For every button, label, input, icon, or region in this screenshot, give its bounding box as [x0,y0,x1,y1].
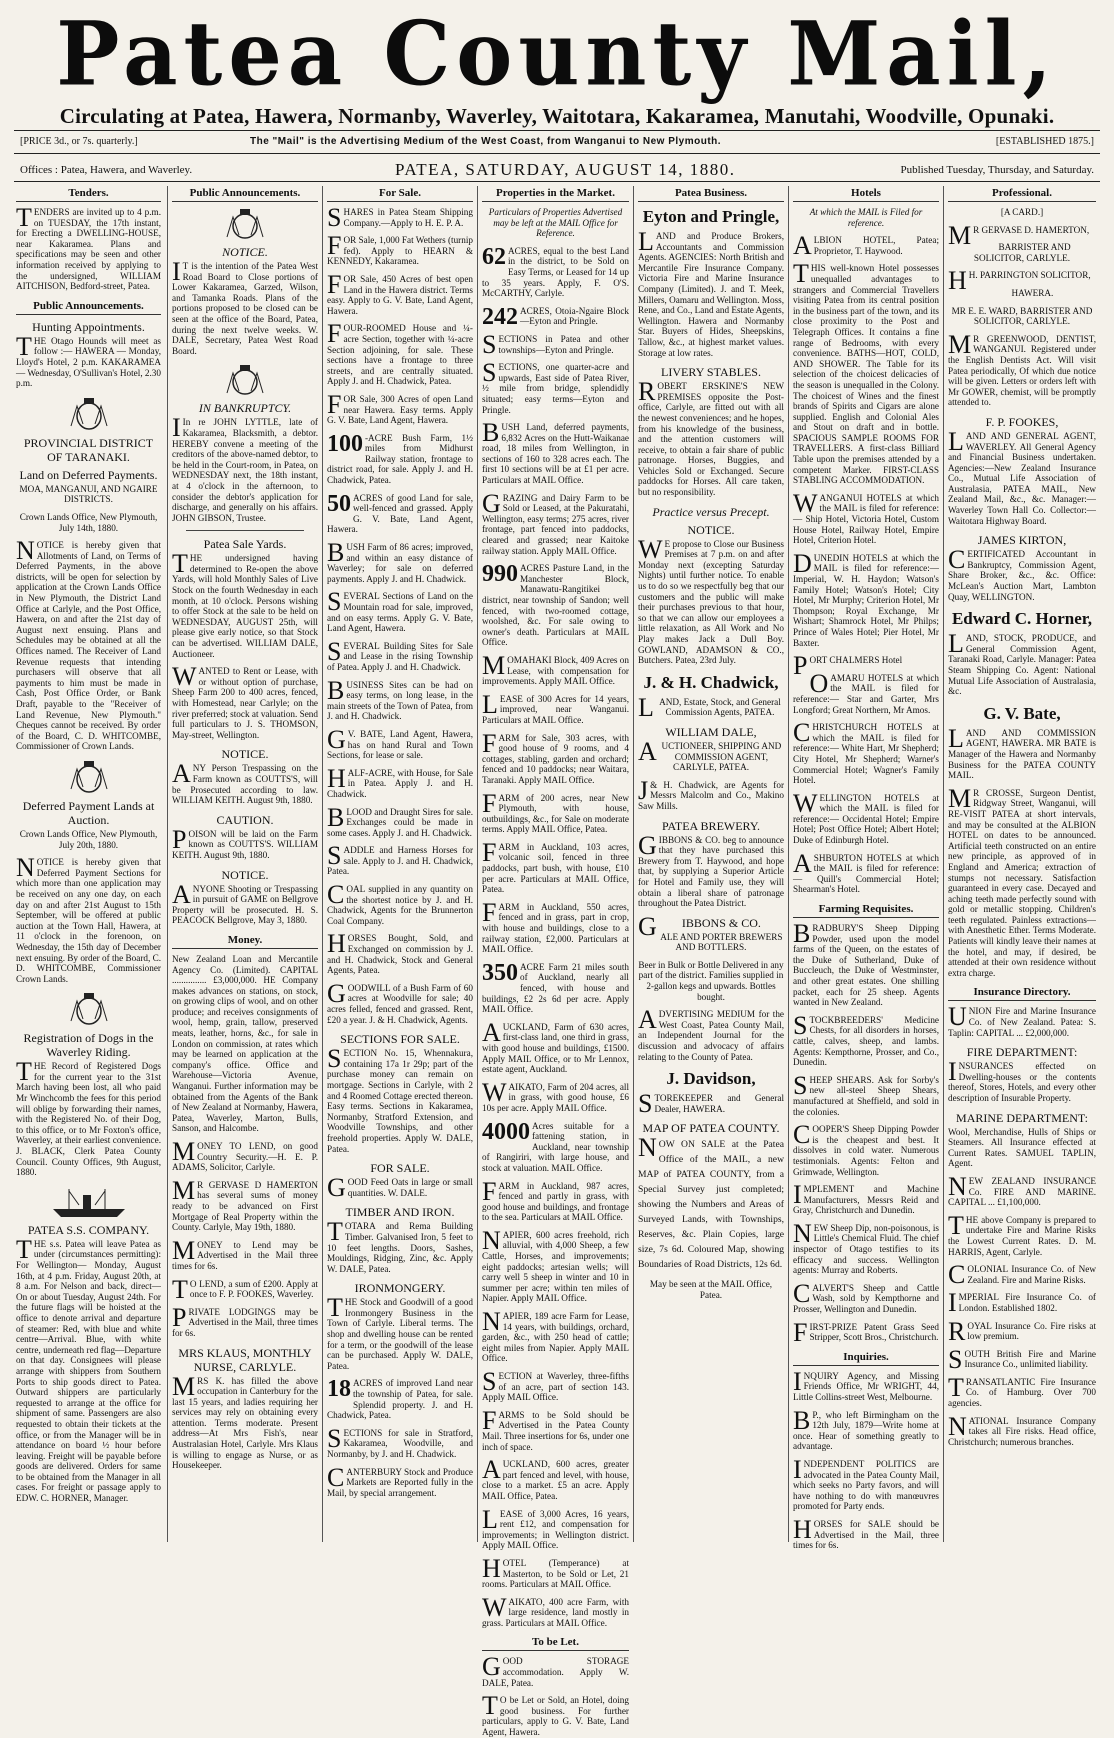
ad-lend-2: T O LEND, a sum of £200. Apply at once to F. P. FOOKES, Waverley. [172,1274,318,1304]
royal-crest-icon [65,759,113,795]
ad-notice-auction: NOTICE is hereby given that Deferred Payment Sections for which more than one application may be received on any one day, on each day on and after 21st August to 15th September, will be offered at public auction at the Town Hall, Hawera, at 11 o'clock in the forenoon, on Wednesday, the 15th day of December next ensuing. By order of the Board, C. D. WHITCOMBE, Commissioner Crown Lands. [16,853,161,984]
price-bar [20,136,1094,150]
ad-butchers: W E propose to Close our Business Premises at 7 p.m. on and after Monday next (excepting Saturday Nights) until further notice. To enable us to do so we respectfully beg that our customers and the public will make their purchases previous to that hour, so that we can allow our employees a little relaxation, as All Work and No Play makes Jack a Dull Boy. GOWLAND, ADAMSON & CO., Butchers. Patea, 23rd July. [638,534,784,666]
ad-sale-4: FOUR-ROOMED House and ¼-acre Section, together with ¼-acre Section adjoining, for sale. These sections have a frontage to three streets, and are centrally situated. Apply J. and H. Chadwick, Patea. [327,319,473,387]
heading-insurance: Insurance Directory. [948,985,1096,1001]
royal-crest-icon [221,207,269,241]
dateline: PATEA, SATURDAY, AUGUST 14, 1880. [395,160,736,179]
ad-sale-15: SADDLE and Harness Horses for sale. Apply to J. and H. Chadwick, Patea. [327,841,473,877]
property-12: FARM in Auckland, 103 acres, volcanic soil, fenced in three paddocks, part bush, with house, £10 per acre. Particulars at MAIL Office, Patea. [482,837,629,895]
heading-patea-business: Patea Business. [638,186,784,202]
ad-sections: SECTION No. 15, Whennakura, containing 17a 1r 29p; part of the purchase money can remain on mortgage. Sections in Carlyle, with 2 and 4 Roomed Cottage erected thereon. Easy terms. Sections in Kakaramea, Normanby, Stratford Extension, and Woodville Townships, and other freehold properties. Apply W. DALE, Patea. [327,1044,473,1154]
ad-horses: HORSES for SALE should be Advertised in the Mail, three times for 6s. [793,1514,939,1551]
ad-otago: THE Otago Hounds will meet as follow :— HAWERA — Monday, Lloyd's Hotel, 2 p.m. KAKARAMEA — Wednesday, O'Sullivan's Hotel, 2.30 p.m. [16,331,161,389]
klaus-title: MRS KLAUS, MONTHLY NURSE, CARLYLE. [178,1345,312,1374]
steamship-icon [49,1185,129,1219]
ad-calvert: CALVERT'S Sheep and Cattle Wash, sold by Kempthorne and Prosser, Wellington and Dunedin. [793,1278,939,1315]
ad-jh-chadwick: J & H. Chadwick, are Agents for Messrs Malcolm and Co., Makino Saw Mills. [638,775,784,811]
ad-shears: SHEEP SHEARS. Ask for Sorby's new all-steel Sheep Shears, manufactured at Sheffield, and sold in the colonies. [793,1070,939,1117]
ad-caution: POISON will be laid on the Farm known as COUTTS'S. WILLIAM KEITH. August 9th, 1880. [172,824,318,860]
fire-title: FIRE DEPARTMENT: [966,1045,1078,1060]
royal-crest-icon [65,991,113,1027]
ad-klaus: MRS K. has filled the above occupation in Canterbury for the last 15 years, and ladies requiring her services may rely on obtaining every attention. Terms moderate. Present address—At Mrs Fish's, near Australasian Hotel, Carlyle. Mrs Klaus is willing to engage as Nurse, or as Housekeeper. [172,1371,318,1471]
chadwick-title: J. & H. Chadwick, [643,672,779,692]
ad-ashburton: ASHBURTON HOTELS at which the MAIL is filed for reference:— Quill's Commercial Hotel; Shearman's Hotel. [793,848,939,895]
map-title: MAP OF PATEA COUNTY. [642,1121,780,1136]
column-divider [477,186,478,1542]
drop-cap: T [16,203,32,232]
forsale-title: FOR SALE. [370,1161,430,1176]
ad-map: NOW ON SALE at the Patea Office of the MAIL, a new MAP of PATEA COUNTY, from a Special Survey just completed; showing the Numbers and Areas of Surveyed Lands, with Townships, Reserves, &c. Plain Copies, large size, 7s 6d. Coloured Map, showing Boundaries of Road Districts, 12s 6d. [638,1133,784,1271]
ad-ironmongery: THE Stock and Goodwill of a good Ironmongery Business in the Town of Carlyle. Liberal terms. The shop and dwelling house can be rented for a term, or the goodwill of the lease can be purchased. Apply W. DALE, Patea. [327,1293,473,1371]
property-8: MOMAHAKI Block, 409 Acres on Lease, with compensation for improvements. Apply MAIL Office. [482,650,629,687]
royal-crest-icon [221,363,269,397]
land-title: Land on Deferred Payments. [19,467,158,482]
ad-implement: IMPLEMENT and Machine Manufacturers, Messrs Reid and Gray, Christchurch and Dunedin. [793,1180,939,1216]
property-24: LEASE of 3,000 Acres, 16 years, rent £12, and compensation for improvements; in Wellington district. Apply MAIL Office. [482,1504,629,1551]
brewery-title: PATEA BREWERY. [661,818,761,833]
dogs-title: Registration of Dogs in the Waverley Riding. [23,1031,154,1060]
rule-bottom [14,181,1100,182]
ad-private-lodgings: PRIVATE LODGINGS may be Advertised in the Mail, three times for 6s. [172,1302,318,1338]
ad-sale-11: BUSINESS Sites can be had on easy terms, on long lease, in the main streets of the Town of Patea, from J. and H. Chadwick. [327,675,473,722]
ad-christchurch: CHRISTCHURCH HOTELS at which the MAIL is filed for reference:— White Hart, Mr Shepherd; City Hotel, Mr Shepherd; Warner's Commercial Hotel; Wagner's Family Hotel. [793,718,939,786]
property-13: FARM in Auckland, 550 acres, fenced and in grass, part in crop, with house and buildings, close to a railway station, £2,000. Particulars at MAIL Office. [482,897,629,955]
ad-gibbons: GIBBONS & CO. beg to announce that they have purchased this Brewery from T. Haywood, and hope that, by supplying a Superior Article for Hotel and Family use, they will obtain a liberal share of patronage throughout the Patea District. [638,830,784,909]
livery-title: LIVERY STABLES. [661,365,761,380]
ad-sale-21: CANTERBURY Stock and Produce Markets are Reported fully in the Mail, by special arrangement. [327,1462,473,1498]
card-label: [A CARD.] [1000,207,1044,217]
property-3: SECTIONS in Patea and other townships—Eyton and Pringle. [482,329,629,359]
columns [16,186,1098,1738]
ad-sale-20: SECTIONS for sale in Stratford, Kakaramea, Woodville, and Normanby, by J. and H. Chadwick. [327,1423,473,1459]
heading-public-2: Public Announcements. [172,186,318,202]
ad-bradbury: BRADBURY'S Sheep Dipping Powder, used upon the model farms of the Queen, on the estates of the Duke of Sutherland, Duke of Buccleuch, the Duke of Westminster, and other great estates. One shilling packet, each for 25 sheep. Agents wanted in New Zealand. [793,919,939,1008]
ad-dogs: THE Record of Registered Dogs for the current year to the 31st March having been lost, all who paid Mr Winchcomb the fees for this period will oblige by forwarding their names, with the Registered No. of their Dog, to this office, or to Mr Foxton's office, Waverley, at their earliest convenience. J. BLACK, Clerk Patea County Council. County Offices, 9th August, 1880. [16,1057,161,1178]
ad-notice-deferred: NOTICE is hereby given that Allotments of Land, on Terms of Deferred Payments, in the above districts, will be open for selection by application at the Crown Lands Office in New Plymouth, the District Land Office at Carlyle, and the Post Office, Hawera, on and after the 21st day of August next ensuing. Plans and Schedules may be obtained at all the Offices named. The Receiver of Land Revenue requests that intending purchasers will observe that all payments to him must be made in Cash, Post Office Order, or Bank Draft, payable to the "Receiver of Land Revenue, New Plymouth." Cheques cannot be received. By order of the Board, C. D. WHITCOMBE, Commissioner of Crown Lands. [16,536,161,752]
ad-eyton: LAND and Produce Brokers, Accountants and Commission Agents. AGENCIES: North British and Mercantile Fire Insurance Company. Victoria Fire and Marine Insurance Company (Limited). J. and T. Meek, Millers, Oamaru and Wellington. Moss, Rene, and Co., Land and Estate Agents, Wellington. Hawera and Normanby Star. Buyers of Hides, Sheepskins, Tallow, &c., at highest market values. Storage at low rates. [638,227,784,358]
heading-for-sale: For Sale. [327,186,473,202]
ad-nzic: NEW ZEALAND INSURANCE Co. FIRE AND MARINE. CAPITAL ... £1,100,000. [948,1171,1096,1208]
ad-shooting: ANYONE Shooting or Trespassing in pursuit of GAME on Bellgrove Property will be prosecuted. H. S. PEACOCK Bellgrove, May 3, 1880. [172,879,318,926]
ad-lend-1: MONEY to Lend may be Advertised in the Mail three times for 6s. [172,1235,318,1271]
ad-sale-yards: THE undersigned having determined to Re-open the above Yards, will hold Monthly Sales of Live Stock on the fourth Wednesday in each month, at 10 o'clock. Persons wishing to offer Stock at the sale to be held on WEDNESDAY, AUGUST 25th, will please give early notice, so that Stock can be advertised. WILLIAM DALE, Auctioneer. [172,549,318,659]
ad-sale-14: BLOOD and Draught Sires for sale. Exchanges could be made in some cases. Apply J. and H. Chadwick. [327,802,473,838]
column-1 [16,186,161,1542]
property-10: FARM for Sale, 303 acres, with good house of 9 rooms, and 4 cottages, stabling, garden and orchard; fenced and 10 paddocks; near Waitara, Taranaki. Apply MAIL Office. [482,728,629,785]
deferred-title: Deferred Payment Lands at Auction. [22,798,155,827]
practice-title: Practice versus Precept. [652,504,770,519]
ad-sale-12: G V. BATE, Land Agent, Hawera, has on hand Rural and Town Sections, for lease or sale. [327,724,473,761]
property-26: WAIKATO, 400 acre Farm, with large residence, land mostly in grass. Particulars at MAIL Office. [482,1592,629,1628]
price-text: [PRICE 3d., or 7s. quarterly.] [20,136,138,147]
ad-cooper: COOPER'S Sheep Dipping Powder is the cheapest and best. It dissolves in cold water. Numerous testimonials. Agents: Felton and Grimwade, Wellington. [793,1120,939,1177]
ad-tenders: TENDERS are invited up to 4 p.m. on TUESDAY, the 17th instant, for Erecting a DWELLING-HOUSE, near Kakaramea. Plans and specifications may be seen and other information received by applying to the undersigned, WILLIAM AITCHISON, Bedford-street, Patea. [16,203,161,292]
heading-hotels: Hotels [793,186,939,202]
property-14: 350 ACRE Farm 21 miles south of Auckland, nearly all fenced, with house and buildings, £2 2s 6d per acre. Apply MAIL Office. [482,959,629,1015]
established: [ESTABLISHED 1875.] [995,136,1094,147]
rule-top [14,130,1100,131]
published-days: Published Tuesday, Thursday, and Saturday. [900,164,1094,176]
notice2-title: NOTICE. [221,747,269,762]
ad-let-1: GOOD STORAGE accommodation. Apply W. DALE, Patea. [482,1652,629,1688]
ad-dunedin: DUNEDIN HOTELS at which the MAIL is filed for reference:— Imperial, W. H. Haydon; Watson's Family Hotel; Watson's Hotel; City Hotel, Mr Murphy; Criterion Hotel, Mr Thompson; Royal Exchange, Mr Wishart; Shamrock Hotel, Mr Philps; Prince of Wales Hotel; Pier Hotel, Mr Baxter. [793,548,939,648]
heading-tenders: Tenders. [16,186,161,202]
property-16: WAIKATO, Farm of 204 acres, all in grass, with good house, £6 10s per acre. Apply MAIL Office. [482,1077,629,1113]
ad-let-2: T O be Let or Sold, an Hotel, doing good business. For further particulars, apply to G. V. Bate, Land Agent, Hawera. [482,1691,629,1738]
ad-bp: B P., who left Birmingham on the 12th July, 1879—Write home at once. Hear of something greatly to advantage. [793,1405,939,1452]
ad-national: NATIONAL Insurance Company takes all Fire risks. Head office, Christchurch; numerous branches. [948,1411,1096,1447]
ad-union: UNION Fire and Marine Insurance Co. of New Zealand. Patea: S. Taplin: CAPITAL ... £2,000,000. [948,1002,1096,1038]
ad-dale: AUCTIONEER, SHIPPING AND COMMISSION AGENT, CARLYLE, PATEA. [638,736,782,773]
property-7: 990 ACRES Pasture Land, in the Manchester Block, Manawatu-Rangitikei district, near township of Sandon; well fenced, with two-roomed cottage, woolshed, &c. For sale owing to owner's death. Particulars at MAIL Office. [482,561,629,648]
eyton-title: Eyton and Pringle, [642,207,780,226]
ad-greenwood: M R GREENWOOD, DENTIST, WANGANUI. Registered under the English Dentists Act. Will visit Patea periodically, Of which due notice will be given. Letters or orders left with Mr GOWER, chemist, will be promptly attended to. [948,329,1096,408]
circulation-line: Circulating at Patea, Hawera, Normanby, Waverley, Waitotara, Kakaramea, Manutahi, Woodville, Opunaki. [59,104,1055,128]
notice3-title: NOTICE. [221,867,269,882]
ad-hamerton: M R GERVASE D HAMERTON has several sums of money ready to be advanced on First Mortgage of Real Property within the County. Carlyle, May 19th, 1880. [172,1175,318,1233]
ad-imperial: IMPERIAL Fire Insurance Co. of London. Established 1802. [948,1288,1096,1318]
ad-hamerton-name: M R GERVASE D. HAMERTON, [948,220,1090,250]
map-footer: May be seen at the MAIL Office, Patea. [649,1279,773,1300]
marine-title: MARINE DEPARTMENT: [956,1110,1088,1125]
property-4: SECTIONS, one quarter-acre and upwards, East side of Patea River, ½ mile from bridge, splendidly situated; easy terms—Eyton and Pringle. [482,358,629,415]
ad-south-british: SOUTH British Fire and Marine Insurance Co., unlimited liability. [948,1344,1096,1374]
column-divider [167,186,168,1542]
column-3 [327,186,473,1542]
ad-sale-16: COAL supplied in any quantity on the shortest notice by J. and H. Chadwick, Agents for the Brunnerton Coal Company. [327,880,473,926]
kirton-title: JAMES KIRTON, [977,533,1067,548]
iron-title: IRONMONGERY. [354,1281,446,1296]
property-15: AUCKLAND, Farm of 630 acres, first-class land, one third in grass, with good house and buildings, £1500. Apply MAIL Office, or to Mr Lennox, estate agent, Auckland. [482,1017,629,1075]
newspaper-title: Patea County Mail, [56,1,1058,106]
bate-title: G. V. Bate, [983,703,1061,723]
ad-trespass: ANY Person Trespassing on the Farm known as COUTTS'S, will be Prosecuted according to law. WILLIAM KEITH. August 9th, 1880. [172,759,318,806]
separator [186,530,304,531]
ad-parrington-place: HAWERA. [1011,287,1054,298]
masthead [0,1,1114,106]
heading-farming: Farming Requisites. [793,902,939,918]
yards-title: Patea Sale Yards. [203,537,287,552]
ad-parrington: H H. PARRINGTON SOLICITOR, [948,266,1091,296]
ad-money-lend: MONEY TO LEND, on good Country Security.—H. E. P. ADAMS, Solicitor, Carlyle. [172,1137,318,1173]
ad-sale-2: FOR Sale, 1,000 Fat Wethers (turnip fed). Apply to HEARN & KENNEDY, Kakaramea. [327,231,473,267]
ad-first-prize: FIRST-PRIZE Patent Grass Seed Stripper, Scott Bros., Christchurch. [793,1317,939,1347]
ad-colonial: COLONIAL Insurance Co. of New Zealand. Fire and Marine Risks. [948,1260,1096,1290]
fookes-title: F. P. FOOKES, [985,414,1059,429]
ad-kirton: CERTIFICATED Accountant in Bankruptcy, Commission Agent, Share Broker, &c., &c. Office: McLean's Auction Mart, Lambton Quay, WELLINGTON. [948,545,1096,602]
ad-ward: MR E. E. WARD, BARRISTER AND SOLICITOR, CARLYLE. [951,305,1093,327]
ad-crosse: M R CROSSE, Surgeon Dentist, Ridgway Street, Wanganui, will RE-VISIT PATEA at short intervals, and may be consulted at the ALBION HOTEL on dates to be announced. Artificial teeth constructed on an entire new principle, as approved of in England and America; extraction of stumps not necessary. Satisfaction guaranteed in every case. Decayed and aching teeth made perfectly sound with gold or metallic stopping. Children's teeth regulated. Painless extractions—with Anesthetic Ether. Terms Moderate. Patients will kindly leave their names at the hotel, and may, if desired, be attended at their own residence without extra charge. [948,783,1096,978]
ad-oamaru: OAMARU HOTELS at which the MAIL is filed for reference:— Star and Garter, Mrs Longford; Great Northern, Mr Amos. [793,668,939,715]
dateline-bar [20,160,1094,178]
ad-timber: TOTARA and Rema Building Timber. Galvanised Iron, 5 feet to 10 feet lengths. Doors, Sashes, Mouldings, Ridging, Zinc, &c. Apply W. DALE, Patea. [327,1217,473,1274]
hunting-title: Hunting Appointments. [32,319,145,334]
heading-professional: Professional. [948,186,1096,202]
ad-stockbreeders: STOCKBREEDERS' Medicine Chests, for all disorders in horses, cattle, calves, sheep, and lambs. Agents: Kempthorne, Prosser, and Co., Dunedin. [793,1010,939,1068]
column-divider [788,186,789,1542]
ad-sale-17: HORSES Bought, Sold, and Exchanged on commission by J. and H. Chadwick, Stock and General Agents, Patea. [327,929,473,976]
ad-fookes: LAND AND GENERAL AGENT, WAVERLEY. All General Agency and Financial Business undertaken. Agencies:—New Zealand Insurance Co., Mutual Life Association of Australasia, PATEA MAIL, New Zealand Mail, &c., &c. Manager:—Waverley Town Hall Co. Collector:—Waitotara Highway Board. [948,426,1096,526]
column-2 [172,186,318,1542]
rule-mid [14,153,1100,154]
sections-title: SECTIONS FOR SALE. [340,1032,460,1047]
property-6: GRAZING and Dairy Farm to be Sold or Leased, at the Pakuratahi, Wellington, easy terms; 275 acres, river frontage, part fenced into paddocks, cleared and grassed; near Kaitoke railway station. Apply MAIL Office. [482,488,629,556]
ad-transatlantic: TRANSATLANTIC Fire Insurance Co. of Hamburg. Over 700 agencies. [948,1372,1096,1409]
ad-sale-9: SEVERAL Sections of Land on the Mountain road for sale, improved, and on easy terms. Apply G. V. Bate, Land Agent, Hawera. [327,587,473,634]
ad-sale-19: 18 ACRES of improved Land near the township of Patea, for sale. Splendid property. J. and H. Chadwick, Patea. [327,1376,473,1421]
property-20: NAPIER, 189 acre Farm for Lease, 14 years, with buildings, orchard, garden, &c., with 250 head of cattle; eight miles from Napier. Apply MAIL Office. [482,1307,629,1364]
property-21: SECTION at Waverley, three-fifths of an acre, part of section 143. Apply MAIL Office. [482,1367,629,1403]
ad-nzic-text: THE above Company is prepared to undertake Fire and Marine Risks the Lowest Current Rates. D. M. HARRIS, Agent, Carlyle. [948,1210,1096,1257]
column-7 [948,186,1096,1542]
heading-to-let: To be Let. [482,1635,629,1651]
prov-title: PROVINCIAL DISTRICT OF TARANAKI. [23,435,154,464]
ad-sale-5: FOR Sale, 300 Acres of open Land near Hawera. Easy terms. Apply G. V. Bate, Land Agent, Hawera. [327,389,473,426]
ad-sale-18: GOODWILL of a Bush Farm of 60 acres at Woodville for sale; 40 acres felled, fenced and grassed. Rent, £20 a year. J. & H. Chadwick, Agents. [327,978,473,1025]
heading-inquiries: Inquiries. [793,1350,939,1366]
property-19: NAPIER, 600 acres freehold, rich alluvial, with 4,000 Sheep, a few Cattle, Horses, and improvements; eight paddocks; artesian wells; will carry well 5 sheep in winter and 10 in summer per acre; within ten miles of Napier. Apply MAIL Office. [482,1225,629,1304]
property-23: AUCKLAND, 600 acres, greater part fenced and level, with house, close to a market. £5 an acre. Apply MAIL Office, Patea. [482,1455,629,1501]
royal-crest-icon [65,396,113,432]
ss-title: PATEA S.S. COMPANY. [27,1222,150,1237]
ad-chadwick: LAND, Estate, Stock, and General Commission Agents, PATEA. [638,692,781,722]
ad-livery: ROBERT ERSKINE'S NEW PREMISES opposite the Post-office, Carlyle, are fitted out with all the newest conveniences; and he hopes, from his knowledge of the business, and the attention customers will receive, to obtain a fair share of public patronage. Horses, Buggies, and Vehicles Sold or Exchanged. Secure paddocks for Horses. All care taken, but no responsibility. [638,377,784,498]
ad-sheep-dip: NEW Sheep Dip, non-poisonous, is Little's Chemical Fluid. The chief inspector of Otago testifies to its efficacy and success. Wellington agents: Murray and Roberts. [793,1218,939,1276]
properties-intro: Particulars of Properties Advertised may be left at the MAIL Office for Reference. [488,207,623,239]
column-divider [633,186,634,1542]
ad-wanted: WANTED to Rent or Lease, with or without option of purchase, Sheep Farm 200 to 400 acres, fenced, with Homestead, near Carlyle; on the river preferred; stock at valuation. Send full particulars to J. S. THOMSON, May-street, Wellington. [172,662,318,740]
timber-title: TIMBER AND IRON. [345,1205,455,1220]
ad-bankruptcy: I In re JOHN LYTTLE, late of Kakaramea, Blacksmith, a debtor. HEREBY convene a meeting of the creditors of the above-named debtor, to be held in the Court-room, in Patea, on WEDNESDAY next, the 18th instant, at 4 o'clock in the afternoon, to consider the debtor's application for discharge, and generally on his affairs. JOHN GIBSON, Trustee. [172,413,318,523]
ad-albion: ALBION HOTEL, Patea; Proprietor, T. Haywood. [793,231,939,261]
ad-bate: LAND AND COMMISSION AGENT, HAWERA. MR BATE is Manager of the Hawera and Normanby Business for the PATEA COUNTY MAIL. [948,723,1096,781]
ad-road-board: I T is the intention of the Patea West Road Board to Close portions of Lower Kakaramea, Garzed, Wilson, and Tamanka Roads. Plans of the portions proposed to be closed can be seen at the office of the Board, Patea, during the next twelve weeks. W. DALE, Secretary, Patea West Road Board. [172,257,318,356]
heading-money: Money. [172,933,318,949]
ad-nz-loan: New Zealand Loan and Mercantile Agency Co. (Limited). CAPITAL ............... £3,000,000. HE Company makes advances on stations, on stock, on growing clips of wool, and on other produce; and receives consignments of wool, hemp, grain, tallow, preserved meats, leather, horns, &c., for sale in London on commission, at rates which may be learned on application at the company's office. Office and Warehouse—Victoria Avenue, Wanganui. Further information may be obtained from the Agents of the Bank of New Zealand at Normanby, Hawera, Patea, Waverley, Marton, Bulls, Sanson, and Halcombe. [172,953,318,1134]
moa-districts: MOA, MANGANUI, AND NGAIRE DISTRICTS. [19,483,158,505]
ad-inquiry: INQUIRY Agency, and Missing Friends Office, Mr WRIGHT, 44, Little Collins-street West, Melbourne. [793,1366,939,1402]
ad-sale-10: SEVERAL Building Sites for Sale and Lease in the rising Township of Patea. Apply J. and H. Chadwick. [327,636,473,672]
dale-title: WILLIAM DALE, [665,724,757,739]
ad-horner: LAND, STOCK, PRODUCE, and General Commission Agent, Taranaki Road, Carlyle. Manager: Patea Steam Shipping Co. Agent: National Mutual Life Association of Australasia, &c. [948,629,1096,697]
bankruptcy-title: IN BANKRUPTCY. [198,401,292,416]
horner-title: Edward C. Horner, [951,609,1093,629]
property-1: 62 ACRES, equal to the best Land in the district, to be Sold on Easy Terms, or Leased for 14 up to 35 years. Apply, F. O'S. McCARTHY, Carlyle. [482,243,629,299]
ad-ss-company: THE s.s. Patea will leave Patea as under (circumstances permitting): For Wellington— Monday, August 16th, at 4 p.m. Friday, August 20th, at 8 a.m. For Nelson and back, direct— On or about Tuesday, August 24th. For the future flags will be hoisted at the office to denote arrival and departure of steamer: Red, with blue and white centre—Arrival. Blue, with white centre, underneath red flag—Departure on that day. Consignees will please arrange with shippers from Southern Ports to ship goods direct to Patea. Outward shippers are particularly requested to arrange at the office for shipment of same. Passengers are also requested to obtain their tickets at the office, or from the Manager will be in attendance on board ½ hour before leaving. Freight will be payable before goods are delivered. Orders for same to be obtained from the Manager in all cases. For freight or passage apply to EDW. C. HORNER, Manager. [16,1234,161,1504]
property-25: HOTEL (Temperance) at Masterton, to be Sold or Let, 21 rooms. Particulars at MAIL Office. [482,1553,629,1590]
ad-sale-13: HALF-ACRE, with House, for Sale in Patea. Apply J. and H. Chadwick. [327,763,473,799]
property-5: BUSH Land, deferred payments, 6,832 Acres on the Hutt-Waikanae road, 18 miles from Wellington, in sections of 160 to 328 acres each. The first 10 sections will be at £1 per acre. Particulars at MAIL Office. [482,418,629,486]
notice-title: NOTICE. [222,245,268,259]
property-22: FARMS to be Sold should be Advertised in the Patea County Mail. Three insertions for 6s, under one inch of space. [482,1405,629,1452]
crown-office-2: Crown Lands Office, New Plymouth, July 20th, 1880. [19,828,158,850]
offices: Offices : Patea, Hawera, and Waverley. [20,164,193,176]
crown-office: Crown Lands Office, New Plymouth, July 14th, 1880. [19,511,158,533]
ad-oats: GOOD Feed Oats in large or small quantities. W. DALE. [327,1173,473,1203]
property-9: LEASE of 300 Acres for 14 years, improved, near Wanganui. Particulars at MAIL Office. [482,689,629,725]
property-18: FARM in Auckland, 987 acres, fenced and partly in grass, with good house and buildings, and frontage to the sea. Particulars at MAIL Office. [482,1176,629,1223]
column-divider [322,186,323,1542]
ale-porter: ALE AND PORTER BREWERS AND BOTTLERS. [660,931,783,953]
ad-albion-text: THIS well-known Hotel possesses unequalled advantages to strangers and Commercial Travellers visiting Patea from its central position in the business part of the town, and its close proximity to the Post and Telegraph Offices. It contains a fine range of Bedrooms, with every convenience. BATHS—HOT, COLD, AND SHOWER. The Table for its selection of the choicest delicacies of the season is unequalled in the Colony. The choicest of Wines and the finest brands of Spirits and Cigars are alone supplied. English and Colonial Ales and Stout on draft and in bottle. SPACIOUS SAMPLE ROOMS FOR TRAVELLERS. A first-class Billiard Table upon the premises attended by a competent Marker. FIRST-CLASS STABLING ACCOMMODATION. [793,259,939,486]
heading-public: Public Announcements. [16,299,161,315]
ad-fire: INSURANCES effected on Dwelling-houses or the contents thereof, Stores, Hotels, and every other description of Insurable Property. [948,1057,1096,1103]
practice-notice: NOTICE. [687,522,735,537]
column-5 [638,186,784,1542]
ad-chalmers: PORT CHALMERS Hotel [793,651,903,681]
ad-sale-8: BUSH Farm of 86 acres; improved, and within an easy distance of Waverley; for sale on deferred payments. Apply J. and H. Chadwick. [327,538,473,584]
ad-beer: Beer in Bulk or Bottle Delivered in any part of the district. Families supplied in 2-gallon kegs and upwards. Bottles bought. [638,959,784,1002]
hotels-intro: At which the MAIL is Filed for reference. [809,207,923,228]
tagline: The "Mail" is the Advertising Medium of the West Coast, from Wanganui to New Plymouth. [250,136,722,147]
caution-title: CAUTION. [216,812,274,827]
ad-marine: Wool, Merchandise, Hulls of Ships or Steamers. All Insurance effected at Current Rates. SAMUEL TAPLIN, Agent. [948,1126,1096,1169]
ad-davidson: STOREKEEPER and General Dealer, HAWERA. [638,1089,784,1119]
property-2: 242 ACRES, Otoia-Ngaire Block—Eyton and Pringle. [482,303,629,330]
gibbons-title: G IBBONS & CO. [638,911,761,941]
ad-sale-1: SHARES in Patea Steam Shipping Company.—Apply to H. E. P. A. [327,203,473,232]
heading-properties: Properties in the Market. [482,186,629,202]
ad-hamerton-title: BARRISTER AND SOLICITOR, CARLYLE. [973,242,1071,263]
column-4 [482,186,629,1738]
property-11: FARM of 200 acres, near New Plymouth, with house, outbuildings, &c., for Sale on moderate terms. Apply MAIL Office, Patea. [482,788,629,835]
column-6 [793,186,939,1551]
ad-sale-7: 50 ACRES of good Land for sale, well-fenced and grassed. Apply G. V. Bate, Land Agent, Hawera. [327,490,473,535]
property-17: 4000 Acres suitable for a fattening station, in Auckland, near township of Rangiriri, with large house, and stock at valuation. MAIL Office. [482,1118,629,1173]
ad-sale-6: 100 -ACRE Bush Farm, 1½ miles from Midhurst Railway station, frontage to district road, for sale. Apply J. and H. Chadwick, Patea. [327,430,473,486]
davidson-title: J. Davidson, [666,1069,756,1089]
ad-wellington: WELLINGTON HOTELS at which the MAIL is filed for reference:— Occidental Hotel; Empire Hotel; Post Office Hotel; Albert Hotel; Duke of Edinburgh Hotel. [793,788,939,846]
column-divider [943,186,944,1542]
ad-independent: INDEPENDENT POLITICS are advocated in the Patea County Mail, which seeks no Party favors, and will have nothing to do with manœuvres promoted for Party ends. [793,1454,939,1512]
ad-royal: ROYAL Insurance Co. Fire risks at low premium. [948,1316,1096,1346]
ad-wanganui: WANGANUI HOTELS at which the MAIL is filed for reference:— Ship Hotel, Victoria Hotel, Custom House Hotel, Railway Hotel, Empire Hotel, Criterion Hotel. [793,488,939,546]
ad-advertising: ADVERTISING MEDIUM for the West Coast, Patea County Mail, an Independent Journal for the discussion and advocacy of affairs relating to the County of Patea. [638,1005,784,1062]
ad-sale-3: FOR Sale, 450 Acres of best open Land in the Hawera district. Terms easy. Apply to G. V. Bate, Land Agent, Hawera. [327,269,473,316]
